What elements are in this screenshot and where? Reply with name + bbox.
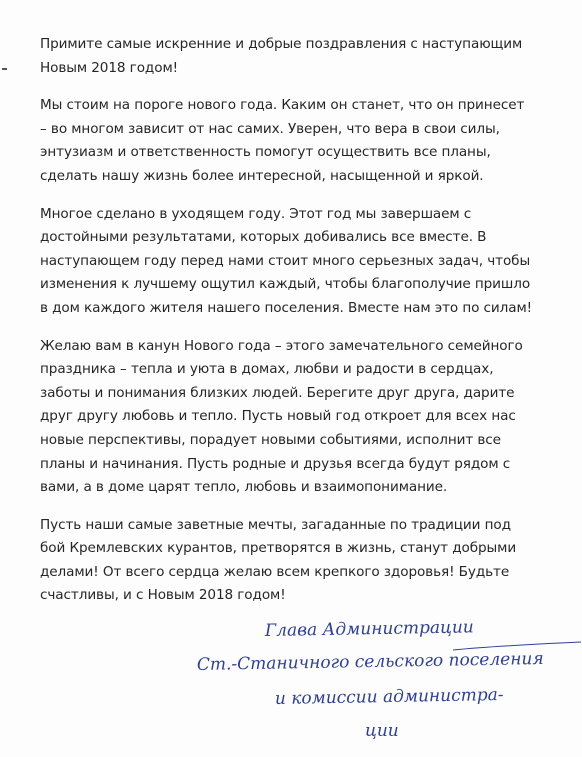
signature-line-4: ции xyxy=(365,721,399,741)
signature-svg xyxy=(195,612,582,752)
handwritten-signature xyxy=(195,612,582,752)
letter-body xyxy=(40,33,570,622)
margin-mark xyxy=(2,68,7,70)
signature-line-3: и комиссии администра- xyxy=(274,685,504,709)
greeting-paragraph: Примите самые искренние и добрые поздравления с наступающим Новым 2018 годом! xyxy=(40,36,523,76)
closing-paragraph: Пусть наши самые заветные мечты, загаданные по традиции под бой Кремлевских курантов, претворятся в жизнь, станут добрыми делами! От всего сердца желаю всем крепкого здоровья! Будьте счастливы, и с Новым 2018 годом! xyxy=(40,516,517,604)
signature-line-2: Ст.-Станичного сельского поселения xyxy=(196,648,544,675)
new-year-threshold-paragraph: Мы стоим на пороге нового года. Каким он станет, что он принесет – во многом зависит от нас самих. Уверен, что вера в свои силы, энтузиазм и ответственность помогут осуществить все планы, сделать нашу жизнь более интересной, насыщенной и яркой. xyxy=(40,97,525,184)
outgoing-year-paragraph: Многое сделано в уходящем году. Этот год мы завершаем с достойными результатами, которых добивались все вместе. В наступающем году перед нами стоит много серьезных задач, чтобы изменения к лучшему ощутил каждый, чтобы благополучие пришло в дом каждого жителя нашего поселения. Вместе нам это по силам! xyxy=(40,205,532,316)
signature-line-1: Глава Администрации xyxy=(264,617,474,641)
wishes-paragraph: Желаю вам в канун Нового года – этого замечательного семейного праздника – тепла и уюта в домах, любви и радости в сердцах, заботы и понимания близких людей. Берегите друг друга, дарите друг другу любовь и тепло. Пусть новый год откроет для всех нас новые перспективы, порадует новыми событиями, исполнит все планы и начинания. Пусть родные и друзья всегда будут рядом с вами, а в доме царят тепло, любовь и взаимопонимание. xyxy=(40,337,523,496)
